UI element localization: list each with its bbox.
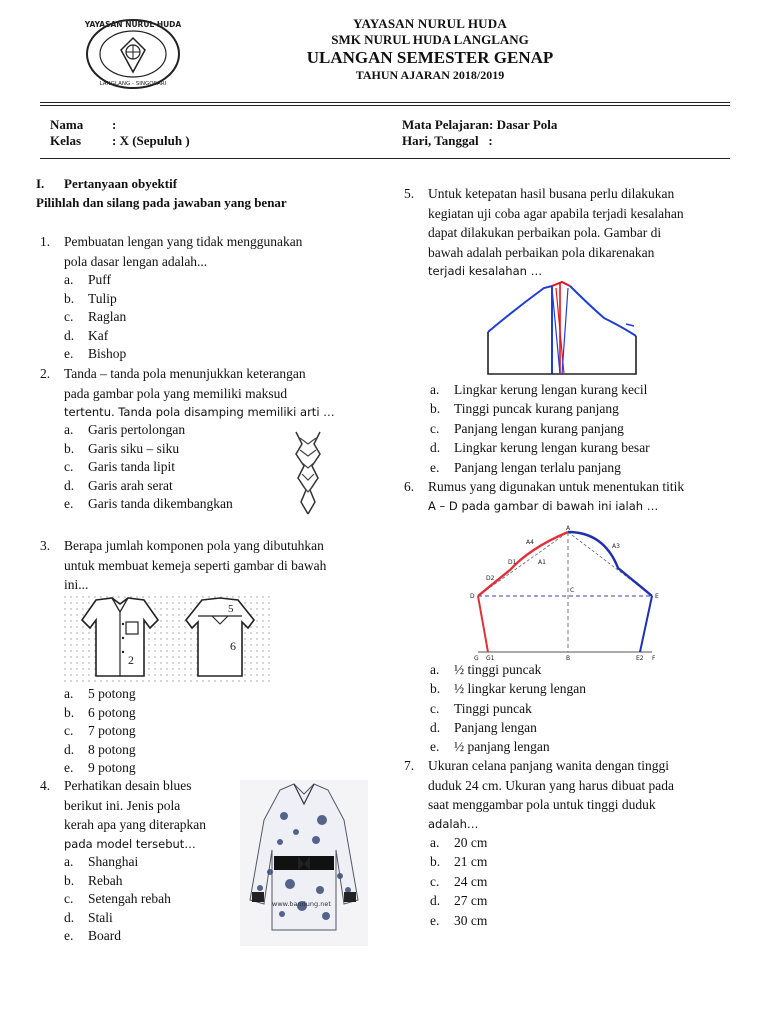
question-line: A – D pada gambar di bawah ini ialah …	[428, 498, 659, 513]
question-number: 5.	[404, 186, 415, 201]
exam-title: ULANGAN SEMESTER GENAP	[306, 48, 554, 67]
question-line: Tanda – tanda pola menunjukkan keterangan	[64, 366, 306, 381]
option-item[interactable]: d. Stali	[64, 909, 113, 925]
options-q4	[64, 853, 171, 946]
question-line: terjadi kesalahan …	[428, 264, 543, 278]
diagram-label: D1	[508, 559, 517, 566]
option-item[interactable]: e. Board	[64, 928, 121, 944]
section-number: I.	[36, 176, 45, 191]
option-item[interactable]: c. Setengah rebah	[64, 891, 171, 907]
option-item[interactable]: d. Lingkar kerung lengan kurang besar	[430, 440, 650, 456]
option-item[interactable]: a. Shanghai	[64, 854, 139, 869]
kelas-value: : X (Sepuluh )	[112, 133, 190, 148]
diagram-label: E2	[636, 655, 644, 662]
question-4	[40, 776, 260, 854]
school-name: SMK NURUL HUDA LANGLANG	[331, 32, 529, 47]
diagram-label: B	[566, 655, 571, 662]
academic-year: TAHUN AJARAN 2018/2019	[355, 68, 505, 82]
options-q5	[430, 380, 650, 477]
option-item[interactable]: d. Garis arah serat	[64, 477, 173, 493]
options-q2	[64, 421, 233, 514]
option-item[interactable]: b. 6 potong	[64, 704, 136, 720]
question-line: pada gambar pola yang memiliki maksud	[64, 385, 288, 401]
option-item[interactable]: b. Rebah	[64, 872, 123, 888]
hari-tanggal: Hari, Tanggal :	[402, 133, 493, 148]
diagram-label: A1	[538, 559, 546, 566]
option-item[interactable]: d. Kaf	[64, 327, 109, 343]
school-logo	[78, 14, 188, 94]
diagram-label: F	[652, 655, 656, 662]
question-line: Ukuran celana panjang wanita dengan tinggi	[428, 758, 670, 773]
question-number: 7.	[404, 758, 415, 773]
diagram-label: A	[566, 525, 571, 532]
option-item[interactable]: c. 7 potong	[64, 723, 136, 739]
sleeve-pattern-diagram	[460, 524, 670, 664]
diagram-label: A4	[526, 539, 534, 546]
blouse-watermark: www.bandung.net	[272, 900, 331, 908]
sleeve-correction-diagram	[484, 280, 644, 380]
question-line: Berapa jumlah komponen pola yang dibutuhkan	[64, 538, 324, 553]
option-item[interactable]: d. 8 potong	[64, 741, 136, 757]
pattern-mark-zigzag	[290, 428, 330, 518]
question-line: bawah adalah perbaikan pola dikarenakan	[428, 244, 655, 260]
option-item[interactable]: e. 30 cm	[430, 912, 488, 928]
shirt-back-label-mid: 6	[230, 639, 236, 653]
question-line: dapat dilakukan perbaikan pola. Gambar di	[428, 225, 662, 240]
shirt-illustration	[62, 594, 272, 684]
diagram-label: G	[474, 655, 479, 662]
shirt-front-label: 2	[128, 653, 134, 667]
options-q7	[430, 833, 487, 930]
question-line: Rumus yang digunakan untuk menentukan titik	[428, 479, 685, 494]
option-item[interactable]: c. Tinggi puncak	[430, 700, 532, 716]
shirt-back-label-top: 5	[228, 603, 234, 615]
question-line: Perhatikan desain blues	[64, 778, 192, 793]
question-3	[40, 536, 380, 595]
diagram-label: E	[655, 593, 659, 600]
header-rule-top	[40, 102, 730, 103]
logo-bottom-text: LANGLANG - SINGOSARI	[99, 81, 167, 87]
question-line: berikut ini. Jenis pola	[64, 797, 181, 813]
question-line: untuk membuat kemeja seperti gambar di bawah	[64, 557, 327, 573]
header-rule-bottom	[40, 105, 730, 106]
option-item[interactable]: c. Panjang lengan kurang panjang	[430, 420, 624, 436]
option-item[interactable]: c. Garis tanda lipit	[64, 459, 175, 475]
nama-value: :	[112, 117, 117, 132]
question-line: saat menggambar pola untuk tinggi duduk	[428, 797, 656, 812]
section-title: Pertanyaan obyektif	[64, 176, 178, 191]
question-7	[404, 756, 744, 834]
option-item[interactable]: a. ½ tinggi puncak	[430, 662, 542, 677]
option-item[interactable]: e. Panjang lengan terlalu panjang	[430, 459, 621, 475]
diagram-label: D	[470, 593, 475, 600]
question-5	[404, 184, 744, 282]
option-item[interactable]: a. 5 potong	[64, 686, 136, 701]
question-line: adalah…	[428, 816, 479, 831]
question-line: kegiatan uji coba agar apabila terjadi kesalahan	[428, 205, 684, 221]
option-item[interactable]: e. 9 potong	[64, 760, 136, 776]
question-line: ini...	[64, 577, 89, 592]
kelas-label: Kelas	[50, 133, 82, 148]
diagram-label: A3	[612, 543, 620, 550]
option-item[interactable]: e. Garis tanda dikembangkan	[64, 496, 233, 512]
question-number: 4.	[40, 778, 51, 793]
option-item[interactable]: b. Garis siku – siku	[64, 440, 180, 456]
question-line: Untuk ketepatan hasil busana perlu dilakukan	[428, 186, 675, 201]
options-q6	[430, 660, 586, 756]
option-item[interactable]: d. 27 cm	[430, 893, 488, 909]
option-item[interactable]: b. ½ lingkar kerung lengan	[430, 681, 586, 697]
question-2	[40, 364, 380, 423]
options-q3	[64, 685, 136, 778]
mata-pelajaran: Mata Pelajaran: Dasar Pola	[402, 117, 558, 132]
question-6	[404, 477, 749, 516]
question-line: Pembuatan lengan yang tidak menggunakan	[64, 234, 303, 249]
option-item[interactable]: e. ½ panjang lengan	[430, 739, 550, 755]
options-q1	[64, 271, 126, 364]
nama-label: Nama	[50, 117, 84, 132]
question-line: tertentu. Tanda pola disamping memiliki arti …	[64, 405, 335, 419]
option-item[interactable]: a. Garis pertolongan	[64, 422, 186, 437]
blouse-photo	[240, 780, 368, 946]
question-number: 1.	[40, 234, 51, 249]
diagram-label: D2	[486, 575, 495, 582]
question-number: 6.	[404, 479, 415, 494]
foundation-name: YAYASAN NURUL HUDA	[353, 16, 507, 31]
question-line: duduk 24 cm. Ukuran yang harus dibuat pada	[428, 777, 674, 793]
option-item[interactable]: c. Raglan	[64, 309, 127, 325]
option-item[interactable]: b. Tulip	[64, 290, 117, 306]
section-instruction: Pilihlah dan silang pada jawaban yang benar	[36, 195, 287, 210]
diagram-label: G1	[486, 655, 495, 662]
option-item[interactable]: b. Tinggi puncak kurang panjang	[430, 401, 619, 417]
option-item[interactable]: a. Lingkar kerung lengan kurang kecil	[430, 382, 648, 397]
question-1	[40, 232, 370, 271]
option-item[interactable]: d. Panjang lengan	[430, 719, 537, 735]
question-line: pola dasar lengan adalah...	[64, 253, 208, 269]
info-rule	[40, 158, 730, 159]
option-item[interactable]: e. Bishop	[64, 346, 127, 362]
question-line: pada model tersebut…	[64, 836, 196, 851]
diagram-label: C	[570, 587, 575, 594]
question-number: 2.	[40, 366, 51, 381]
option-item[interactable]: c. 24 cm	[430, 873, 488, 889]
option-item[interactable]: a. Puff	[64, 272, 112, 287]
option-item[interactable]: a. 20 cm	[430, 835, 488, 850]
question-line: kerah apa yang diterapkan	[64, 817, 207, 832]
option-item[interactable]: b. 21 cm	[430, 854, 488, 870]
question-number: 3.	[40, 538, 51, 553]
logo-top-text: YAYASAN NURUL HUDA	[84, 20, 182, 29]
